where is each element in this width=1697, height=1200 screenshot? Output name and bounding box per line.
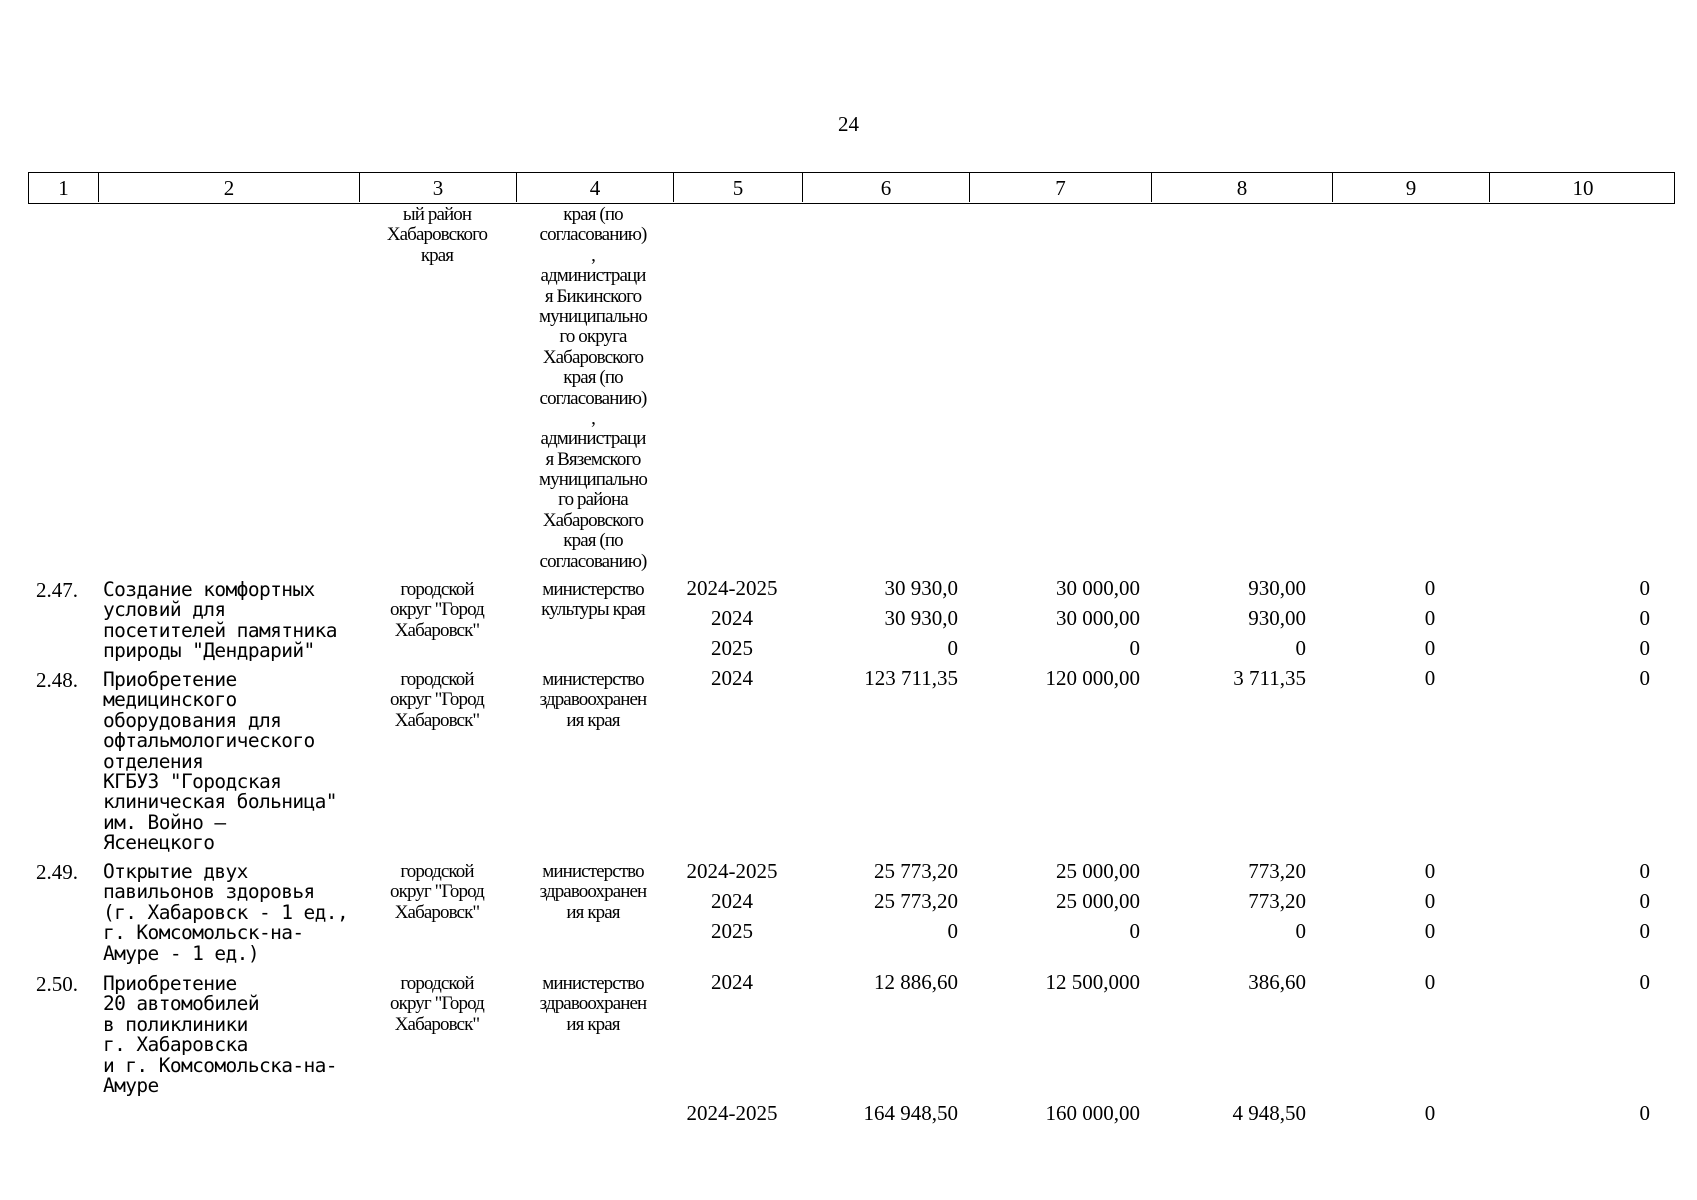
value-col10: 0 <box>1639 889 1650 913</box>
value-col9: 0 <box>1424 889 1436 913</box>
value-col7: 120 000,00 <box>1045 666 1140 690</box>
value-col6: 0 <box>947 636 958 660</box>
value-col8: 0 <box>1295 636 1306 660</box>
value-col10: 0 <box>1639 636 1650 660</box>
value-col7: 30 000,00 <box>1056 606 1140 630</box>
value-col7: 12 500,000 <box>1045 970 1140 994</box>
value-col9: 0 <box>1424 970 1436 994</box>
value-col8: 930,00 <box>1248 576 1306 600</box>
value-col7: 0 <box>1129 636 1140 660</box>
value-col9: 0 <box>1424 636 1436 660</box>
value-col7: 25 000,00 <box>1056 859 1140 883</box>
page-number: 24 <box>838 112 859 136</box>
period: 2024 <box>711 889 753 913</box>
header-col-4: 4 <box>517 173 674 202</box>
row-code: 2.48. <box>36 668 78 692</box>
header-col-1: 1 <box>29 173 99 202</box>
period: 2025 <box>711 636 753 660</box>
table-header-row <box>28 172 1675 204</box>
total-col10: 0 <box>1639 1101 1650 1125</box>
total-col9: 0 <box>1424 1101 1436 1125</box>
continuation-territory: ый район Хабаровского края <box>386 204 488 266</box>
row-territory: городской округ "Город Хабаровск" <box>390 669 484 731</box>
header-col-9: 9 <box>1333 173 1490 202</box>
value-col7: 30 000,00 <box>1056 576 1140 600</box>
value-col6: 25 773,20 <box>874 859 958 883</box>
row-executor: министерство культуры края <box>541 579 645 621</box>
row-code: 2.49. <box>36 860 78 884</box>
continuation-executor: края (по согласованию) , администраци я Бикинского муниципально го округа Хабаровского края (по согласованию) , администраци я Вяземского муниципально го района Хабаровского края (по согласованию) <box>539 204 647 572</box>
period: 2024-2025 <box>686 576 778 600</box>
row-territory: городской округ "Город Хабаровск" <box>390 861 484 923</box>
value-col10: 0 <box>1639 666 1650 690</box>
period: 2024 <box>711 970 753 994</box>
row-code: 2.47. <box>36 578 78 602</box>
value-col8: 3 711,35 <box>1233 666 1306 690</box>
value-col7: 0 <box>1129 919 1140 943</box>
row-executor: министерство здравоохранен ия края <box>539 973 647 1035</box>
header-col-7: 7 <box>970 173 1152 202</box>
header-col-5: 5 <box>674 173 803 202</box>
row-territory: городской округ "Город Хабаровск" <box>390 973 484 1035</box>
period: 2024 <box>711 606 753 630</box>
value-col10: 0 <box>1639 919 1650 943</box>
period: 2024 <box>711 666 753 690</box>
value-col10: 0 <box>1639 859 1650 883</box>
value-col8: 386,60 <box>1248 970 1306 994</box>
value-col6: 30 930,0 <box>884 576 958 600</box>
row-name: Создание комфортных условий для посетителей памятника природы "Дендрарий" <box>103 578 337 663</box>
value-col8: 773,20 <box>1248 859 1306 883</box>
period: 2024-2025 <box>686 859 778 883</box>
header-col-6: 6 <box>803 173 970 202</box>
value-col6: 123 711,35 <box>864 666 958 690</box>
value-col7: 25 000,00 <box>1056 889 1140 913</box>
total-col8: 4 948,50 <box>1232 1101 1306 1125</box>
value-col9: 0 <box>1424 919 1436 943</box>
value-col8: 773,20 <box>1248 889 1306 913</box>
total-period: 2024-2025 <box>686 1101 778 1125</box>
row-code: 2.50. <box>36 972 78 996</box>
row-executor: министерство здравоохранен ия края <box>539 861 647 923</box>
header-col-3: 3 <box>360 173 517 202</box>
header-col-10: 10 <box>1572 176 1594 200</box>
value-col10: 0 <box>1639 606 1650 630</box>
row-name: Приобретение медицинского оборудования для офтальмологического отделения КГБУЗ "Городская клиническая больница" им. Войно – Ясенецкого <box>103 668 337 855</box>
value-col6: 30 930,0 <box>884 606 958 630</box>
period: 2025 <box>711 919 753 943</box>
value-col6: 25 773,20 <box>874 889 958 913</box>
row-name: Приобретение 20 автомобилей в поликлиники г. Хабаровска и г. Комсомольска-на- Амуре <box>103 972 337 1098</box>
value-col10: 0 <box>1639 970 1650 994</box>
value-col6: 0 <box>947 919 958 943</box>
value-col10: 0 <box>1639 576 1650 600</box>
header-col-8: 8 <box>1152 173 1333 202</box>
row-executor: министерство здравоохранен ия края <box>539 669 647 731</box>
value-col6: 12 886,60 <box>874 970 958 994</box>
value-col8: 0 <box>1295 919 1306 943</box>
row-name: Открытие двух павильонов здоровья (г. Хабаровск - 1 ед., г. Комсомольск-на- Амуре - 1 ед.) <box>103 860 349 965</box>
header-col-2: 2 <box>99 173 360 202</box>
total-col7: 160 000,00 <box>1045 1101 1140 1125</box>
value-col9: 0 <box>1424 859 1436 883</box>
value-col9: 0 <box>1424 666 1436 690</box>
total-col6: 164 948,50 <box>863 1101 958 1125</box>
row-territory: городской округ "Город Хабаровск" <box>390 579 484 641</box>
value-col9: 0 <box>1424 576 1436 600</box>
value-col8: 930,00 <box>1248 606 1306 630</box>
value-col9: 0 <box>1424 606 1436 630</box>
